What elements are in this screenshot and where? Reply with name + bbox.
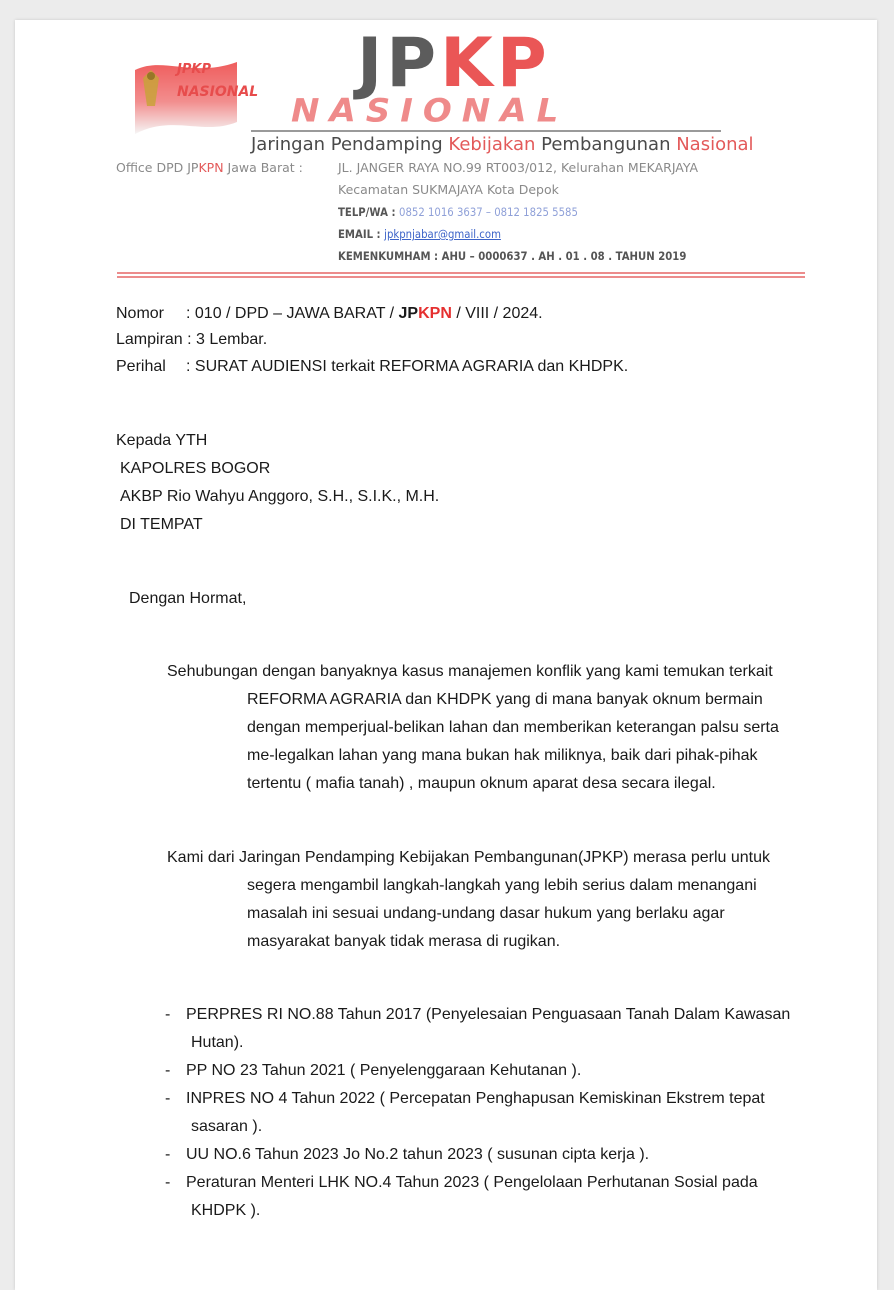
brand-title-gray: JP [357, 24, 441, 103]
perihal-value: : SURAT AUDIENSI terkait REFORMA AGRARIA dan KHDPK. [186, 358, 629, 375]
recipient-line-4: DI TEMPAT [120, 516, 203, 533]
email-line [338, 227, 501, 241]
tagline-part: Jaringan Pendamping [251, 134, 449, 155]
kemenkumham-line [338, 249, 686, 263]
paragraph-2-line: masalah ini sesuai undang-undang dasar hukum yang berlaku agar [247, 905, 725, 922]
email-label: EMAIL : [338, 227, 385, 241]
paragraph-2-line: Kami dari Jaringan Pendamping Kebijakan Pembangunan(JPKP) merasa perlu untuk [167, 849, 771, 866]
regulation-item-continued: sasaran ). [191, 1118, 263, 1135]
paragraph-1-line: REFORMA AGRARIA dan KHDPK yang di mana banyak oknum bermain [247, 691, 763, 708]
tagline-part-red: Kebijakan [448, 134, 536, 155]
tagline-part-red: Nasional [676, 134, 754, 155]
paragraph-2-line: masyarakat banyak tidak merasa di rugikan. [247, 933, 561, 950]
recipient-line-3: AKBP Rio Wahyu Anggoro, S.H., S.I.K., M.H. [120, 488, 440, 505]
regulation-item-continued: Hutan). [191, 1034, 244, 1051]
divider-bottom [117, 276, 805, 278]
email-link[interactable]: jpkpnjabar@gmail.com [384, 227, 501, 241]
logo-text-jpkp: JPKP [177, 62, 211, 77]
paragraph-1-line: tertentu ( mafia tanah) , maupun oknum aparat desa secara ilegal. [247, 775, 716, 792]
nomor-part: : 010 / DPD – JAWA BARAT / [186, 305, 399, 322]
nomor-value [186, 304, 543, 323]
phone-label: TELP/WA : [338, 205, 400, 219]
office-part-red: KPN [198, 160, 224, 175]
address-line-2: Kecamatan SUKMAJAYA Kota Depok [338, 182, 559, 197]
kemenkumham-text: KEMENKUMHAM : AHU – 0000637 . AH . 01 . 08 . TAHUN 2019 [338, 249, 687, 263]
divider-top [117, 272, 805, 274]
regulation-item: INPRES NO 4 Tahun 2022 ( Percepatan Penghapusan Kemiskinan Ekstrem tepat [186, 1090, 765, 1107]
brand-title-red: KP [440, 24, 551, 103]
regulation-item: Peraturan Menteri LHK NO.4 Tahun 2023 ( Pengelolaan Perhutanan Sosial pada [186, 1174, 758, 1191]
paragraph-1-line: dengan memperjual-belikan lahan dan memberikan keterangan palsu serta [247, 719, 779, 736]
perihal-label: Perihal [116, 358, 166, 375]
nomor-label: Nomor [116, 305, 165, 322]
phone-value: 0852 1016 3637 – 0812 1825 5585 [399, 205, 578, 219]
bullet-marker: - [165, 1146, 171, 1163]
address-line-1: JL. JANGER RAYA NO.99 RT003/012, Kelurahan MEKARJAYA [338, 160, 699, 175]
recipient-line-1: Kepada YTH [116, 432, 208, 449]
regulation-item: PERPRES RI NO.88 Tahun 2017 (Penyelesaian Penguasaan Tanah Dalam Kawasan [186, 1006, 791, 1023]
bullet-marker: - [165, 1174, 171, 1191]
nomor-part-red: KPN [418, 305, 452, 322]
regulation-item-continued: KHDPK ). [191, 1202, 261, 1219]
paragraph-2-line: segera mengambil langkah-langkah yang lebih serius dalam menangani [247, 877, 757, 894]
paragraph-1-line: me-legalkan lahan yang mana bukan hak miliknya, baik dari pihak-pihak [247, 747, 758, 764]
regulation-item: PP NO 23 Tahun 2021 ( Penyelenggaraan Kehutanan ). [186, 1062, 582, 1079]
tagline [251, 134, 754, 155]
bullet-marker: - [165, 1090, 171, 1107]
header-rule [251, 130, 721, 132]
office-part: Office DPD JP [116, 160, 199, 175]
nomor-part-bold: JP [398, 305, 419, 322]
brand-title [357, 24, 551, 103]
paragraph-1-line: Sehubungan dengan banyaknya kasus manajemen konflik yang kami temukan terkait [167, 663, 773, 680]
letter-page [15, 20, 877, 1290]
logo-text-nasional: NASIONAL [177, 84, 259, 100]
tagline-part: Pembangunan [535, 134, 677, 155]
office-label [116, 160, 303, 175]
nomor-part: / VIII / 2024. [451, 305, 543, 322]
office-part: Jawa Barat : [223, 160, 303, 175]
salutation: Dengan Hormat, [129, 590, 247, 607]
regulation-item: UU NO.6 Tahun 2023 Jo No.2 tahun 2023 ( susunan cipta kerja ). [186, 1146, 650, 1163]
bullet-marker: - [165, 1006, 171, 1023]
bullet-marker: - [165, 1062, 171, 1079]
brand-subtitle: NASIONAL [291, 92, 569, 130]
recipient-line-2: KAPOLRES BOGOR [120, 460, 271, 477]
lampiran: Lampiran : 3 Lembar. [116, 331, 268, 348]
phone-line [338, 205, 578, 219]
